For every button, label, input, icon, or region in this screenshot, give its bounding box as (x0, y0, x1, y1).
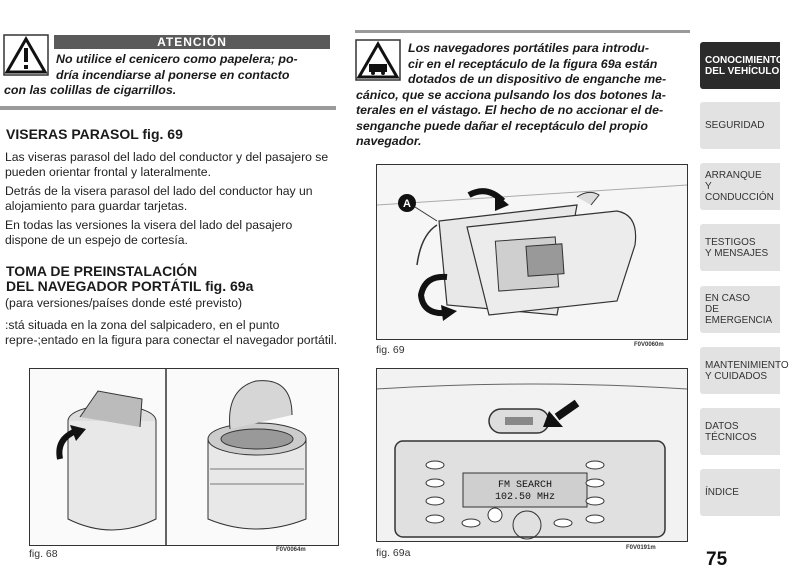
tab-section-7[interactable] (700, 469, 780, 516)
figure-code: F0V0060m (634, 342, 664, 348)
paragraph: Detrás de la visera parasol del lado del conductor hay un alojamiento para guardar tarjetas. (5, 184, 313, 214)
fig-69a-dashboard-radio-photo (376, 368, 688, 542)
divider (0, 106, 336, 110)
tab-section-1[interactable] (700, 102, 780, 149)
page-number: 75 (706, 549, 728, 570)
paragraph: :stá situada en la zona del salpicadero, en el punto repre-;entado en la figura para conectar el navegador portátil. (5, 318, 337, 348)
figure-code: F0V0064m (276, 547, 306, 553)
svg-text:102.50 MHz: 102.50 MHz (494, 492, 556, 503)
warning-banner: ATENCIÓN (54, 35, 330, 49)
svg-text:FM SEARCH: FM SEARCH (497, 480, 553, 491)
warning-text: No utilice el cenicero como papelera; po- dría incendiarse al ponerse en contacto con las colillas de cigarrillos. (4, 52, 298, 97)
fig-68-ashtray-photo (29, 368, 339, 546)
tab-label: ÍNDICE (705, 487, 739, 498)
tab-label: DEL VEHÍCULO (705, 65, 780, 77)
tab-section-5[interactable] (700, 347, 789, 394)
figure-code: F0V0191m (626, 545, 656, 551)
figure-caption: fig. 69a (376, 547, 411, 559)
section-subtitle: (para versiones/países donde esté previsto) (5, 296, 243, 310)
tab-label: DATOS TÉCNICOS (705, 420, 757, 443)
fig-69-sun-visor-photo (376, 164, 688, 340)
tab-label: TESTIGOS (705, 236, 756, 248)
tab-label: Y CONDUCCIÓN (705, 181, 774, 203)
tab-label: CONOCIMIENTO (705, 54, 784, 66)
tab-section-3[interactable] (700, 224, 780, 271)
tab-label: Y MENSAJES (705, 247, 769, 259)
figure-caption: fig. 69 (376, 344, 405, 356)
tab-label: SEGURIDAD (705, 120, 765, 131)
warning-text-navigator: Los navegadores portátiles para introdu- cir en el receptáculo de la figura 69a están dotados de un dispositivo de enganche me- cánico, que se acciona pulsando los dos botones la- terales en el vástago. El hecho de no accionar el de- senganche puede dañar el receptáculo del propio navegador. (356, 41, 667, 148)
paragraph: Las viseras parasol del lado del conductor y del pasajero se pueden orientar frontal y lateralmente. (5, 150, 329, 180)
tab-section-0[interactable] (700, 42, 784, 89)
warning-box-ashtray (4, 35, 330, 103)
tab-section-2[interactable] (700, 163, 780, 210)
tab-label: ARRANQUE (705, 170, 762, 181)
tab-label: DE EMERGENCIA (705, 304, 773, 326)
tab-label: EN CASO (705, 293, 751, 304)
tab-section-6[interactable] (700, 408, 780, 455)
section-heading-toma: TOMA DE PREINSTALACIÓN DEL NAVEGADOR PORTÁTIL fig. 69a (6, 263, 254, 294)
figure-caption: fig. 68 (29, 548, 58, 560)
tab-section-4[interactable] (700, 286, 780, 333)
tab-label: Y CUIDADOS (705, 370, 768, 382)
svg-text:A: A (403, 198, 411, 210)
paragraph: En todas las versiones la visera del lado del pasajero dispone de un espejo de cortesía. (5, 218, 293, 248)
divider (355, 30, 690, 33)
section-heading-viseras: VISERAS PARASOL fig. 69 (6, 126, 183, 142)
tab-label: MANTENIMIENTO (705, 359, 789, 371)
